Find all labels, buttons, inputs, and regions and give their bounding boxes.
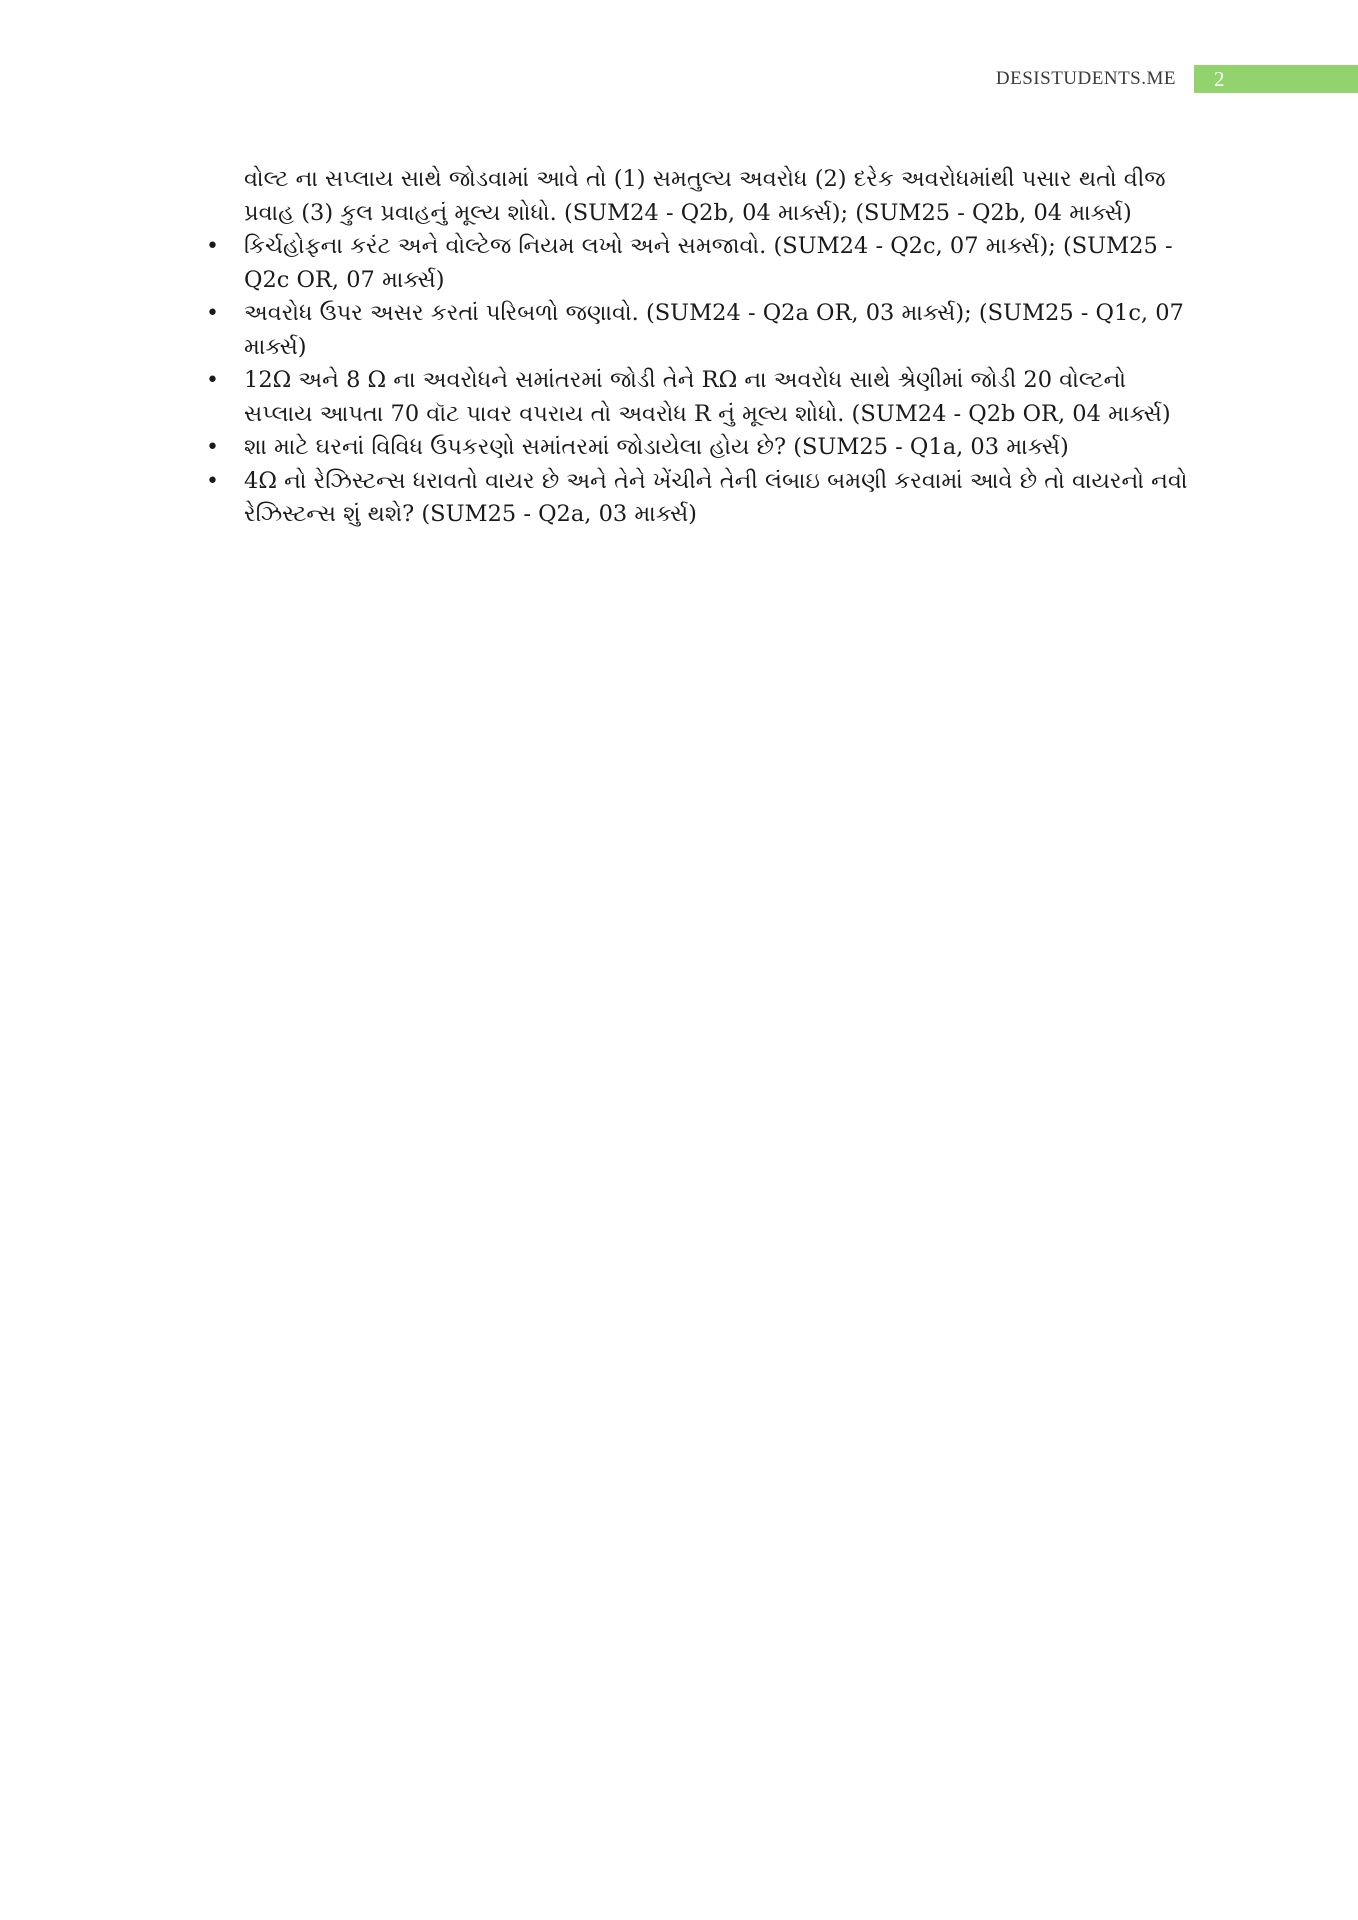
page-header	[996, 64, 1358, 94]
question-text: 12Ω અને 8 Ω ના અવરોધને સમાંતરમાં જોડી તેને RΩ ના અવરોધ સાથે શ્રેણીમાં જોડી 20 વોલ્ટનો સપ્લાય આપતા 70 વૉટ પાવર વપરાય તો અવરોધ R નું મૂલ્ય શોધો. (SUM24 - Q2b OR, 04 માર્ક્સ)	[244, 367, 1171, 427]
document-body	[204, 163, 1194, 532]
list-item	[204, 465, 1194, 532]
bullet-icon: •	[206, 368, 219, 393]
list-item	[204, 297, 1194, 364]
bullet-icon: •	[206, 468, 219, 494]
bullet-icon: •	[206, 234, 219, 259]
site-name: DESISTUDENTS.ME	[995, 68, 1176, 89]
question-text: અવરોધ ઉપર અસર કરતાં પરિબળો જણાવો. (SUM24 - Q2a OR, 03 માર્ક્સ); (SUM25 - Q1c, 07 માર્ક્સ)	[244, 300, 1184, 360]
list-item	[204, 364, 1194, 431]
bullet-icon: •	[206, 435, 219, 460]
list-item	[204, 230, 1194, 297]
question-list	[204, 230, 1194, 532]
page-number: 2	[1214, 66, 1225, 91]
question-text: 4Ω નો રેઝિસ્ટન્સ ધરાવતો વાયર છે અને તેને ખેંચીને તેની લંબાઇ બમણી કરવામાં આવે છે તો વાયરનો નવો રેઝિસ્ટન્સ શું થશે? (SUM25 - Q2a, 03 માર્ક્સ)	[244, 467, 1188, 527]
bullet-icon: •	[206, 301, 219, 326]
question-text: કિર્ચહોફના કરંટ અને વોલ્ટેજ નિયમ લખો અને સમજાવો. (SUM24 - Q2c, 07 માર્ક્સ); (SUM25 - Q2c OR, 07 માર્ક્સ)	[244, 233, 1173, 293]
page-number-box	[1194, 65, 1358, 93]
list-item	[204, 431, 1194, 465]
question-text: શા માટે ઘરનાં વિવિધ ઉપકરણો સમાંતરમાં જોડાયેલા હોય છે? (SUM25 - Q1a, 03 માર્ક્સ)	[244, 434, 1069, 460]
continued-question-text: વોલ્ટ ના સપ્લાય સાથે જોડવામાં આવે તો (1) સમતુલ્ય અવરોધ (2) દરેક અવરોધમાંથી પસાર થતો વીજ પ્રવાહ (3) કુલ પ્રવાહનું મૂલ્ય શોધો. (SUM24 - Q2b, 04 માર્ક્સ); (SUM25 - Q2b, 04 માર્ક્સ)	[244, 166, 1166, 226]
